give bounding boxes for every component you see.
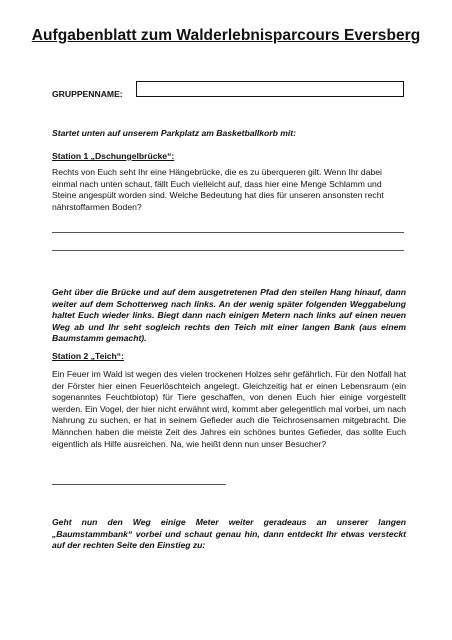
page-title: Aufgabenblatt zum Walderlebnisparcours Eversberg xyxy=(31,27,421,44)
station-1-heading: Station 1 „Dschungelbrücke“: xyxy=(52,151,175,161)
station-1-question: Rechts von Euch seht Ihr eine Hängebrücke, die es zu überqueren gilt. Wenn Ihr dabei einmal nach unten schaut, fällt Euch vielleicht auf, dass hier eine Menge Schlamm und Steine angespült worden sind. Welche Bedeutung hat dies für unseren ansonsten recht nährstoffarmen Boden? xyxy=(52,167,384,212)
directions-to-station-2: Geht über die Brücke und auf dem ausgetretenen Pfad den steilen Hang hinauf, dann weiter auf dem Schotterweg nach links. An der wenig später folgenden Weggabelung haltet Euch wieder links. Biegt dann nach einigen Metern nach links auf einen neuen Weg ab und Ihr seht sogleich rechts den Teich mit einer langen Bank (aus einem Baumstamm gemacht). xyxy=(52,287,406,344)
directions-to-station-3: Geht nun den Weg einige Meter weiter geradeaus an unserer langen „Baumstammbank“ vorbei und schaut genau hin, dann entdeckt Ihr etwas versteckt auf der rechten Seite den Einstieg zu: xyxy=(52,517,406,551)
group-name-label: GRUPPENNAME: xyxy=(52,89,123,99)
answer-line-1[interactable] xyxy=(52,232,404,233)
answer-line-2[interactable] xyxy=(52,250,404,251)
answer-line-3[interactable] xyxy=(52,484,226,485)
group-name-field[interactable] xyxy=(136,81,404,97)
station-2-question: Ein Feuer im Wald ist wegen des vielen trockenen Holzes sehr gefährlich. Für den Notfall hat der Förster hier einen Feuerlöschteich angelegt. Gleichzeitig hat er einen Lebensraum (ein sogenanntes Feuchtbiotop) für Tiere geschaffen, von denen Euch hier einige vorgestellt werden. Ein Vogel, der hier nicht erwähnt wird, kommt aber gelegentlich mal vorbei, um nach Nahrung zu suchen, er hat in seinem Gefieder auch die Teichrosensamen mitgebracht. Die Männchen haben die meiste Zeit des Jahres ein schönes buntes Gefieder, das sollte Euch eigentlich als Hilfe ausreichen. Na, wie heißt denn nun unser Besucher? xyxy=(52,369,406,449)
station-2-heading: Station 2 „Teich“: xyxy=(52,351,124,361)
intro-instruction: Startet unten auf unserem Parkplatz am Basketballkorb mit: xyxy=(52,128,297,138)
